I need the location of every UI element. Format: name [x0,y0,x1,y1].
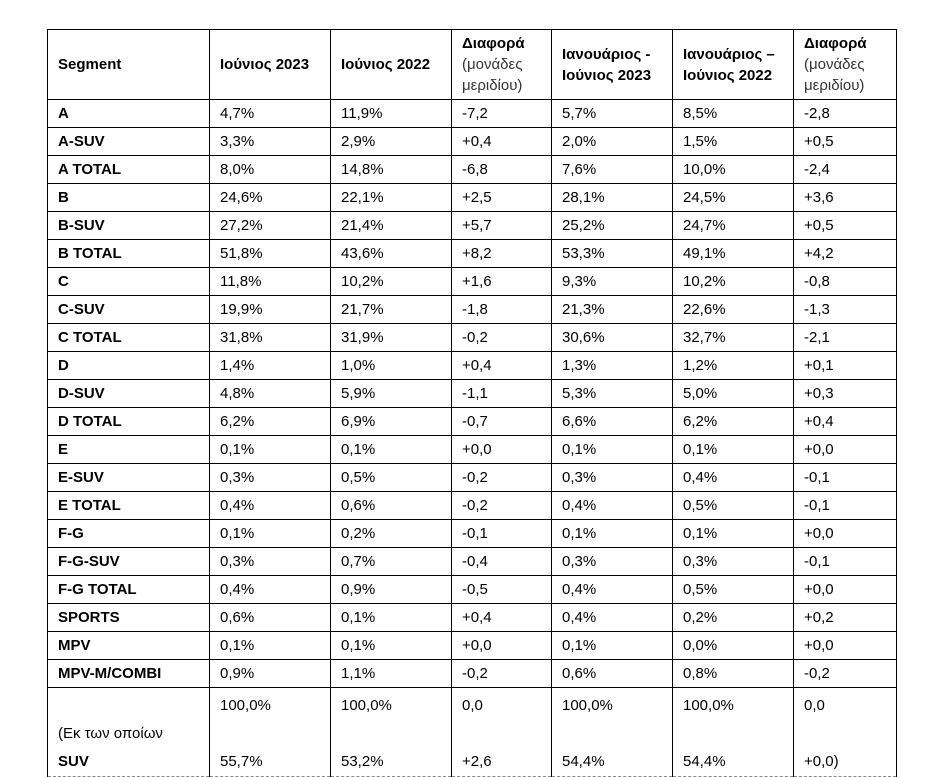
value-cell: +0,5 [794,128,897,156]
value-cell: +8,2 [452,240,552,268]
value-cell: 1,1% [331,660,452,688]
table-row [48,436,897,464]
value-cell: -0,2 [452,464,552,492]
value-cell: 1,0% [331,352,452,380]
table-row [48,576,897,604]
value-cell: 24,6% [210,184,331,212]
value-cell: 0,1% [331,604,452,632]
value-cell: 43,6% [331,240,452,268]
value-cell: -2,4 [794,156,897,184]
value-cell: 0,3% [210,548,331,576]
segment-cell: A-SUV [48,128,210,156]
segment-cell: A [48,100,210,128]
table-row [48,520,897,548]
value-cell: 21,4% [331,212,452,240]
footer-cell: 100,0% 54,4% [673,688,794,777]
segment-cell: A TOTAL [48,156,210,184]
header-difference-june: Διαφορά (μονάδες μεριδίου) [452,30,552,100]
header-difference-june-sub: (μονάδες μεριδίου) [462,56,523,94]
value-cell: 5,3% [552,380,673,408]
value-cell: 25,2% [552,212,673,240]
table-row [48,128,897,156]
value-cell: -0,1 [452,520,552,548]
value-cell: -2,8 [794,100,897,128]
value-cell: 0,4% [552,492,673,520]
value-cell: 32,7% [673,324,794,352]
value-cell: 2,9% [331,128,452,156]
value-cell: 5,0% [673,380,794,408]
value-cell: 0,8% [673,660,794,688]
value-cell: 10,2% [331,268,452,296]
footer-cell: 100,0% 54,4% [552,688,673,777]
value-cell: 11,8% [210,268,331,296]
header-segment: Segment [48,30,210,100]
value-cell: 21,7% [331,296,452,324]
value-cell: -0,2 [452,324,552,352]
value-cell: 6,2% [673,408,794,436]
value-cell: 0,4% [210,576,331,604]
value-cell: +5,7 [452,212,552,240]
value-cell: 0,5% [331,464,452,492]
value-cell: 0,3% [210,464,331,492]
value-cell: 0,5% [673,576,794,604]
segment-cell: B TOTAL [48,240,210,268]
value-cell: 1,4% [210,352,331,380]
table-row [48,184,897,212]
table-row [48,380,897,408]
value-cell: 0,5% [673,492,794,520]
segment-cell: MPV [48,632,210,660]
value-cell: 4,7% [210,100,331,128]
footer-cell: 0,0 +0,0) [794,688,897,777]
value-cell: 0,3% [673,548,794,576]
value-cell: 0,4% [552,604,673,632]
segment-cell: D [48,352,210,380]
segment-cell: E [48,436,210,464]
value-cell: +0,4 [794,408,897,436]
value-cell: 6,9% [331,408,452,436]
segment-cell: D-SUV [48,380,210,408]
value-cell: 8,0% [210,156,331,184]
value-cell: 0,1% [673,520,794,548]
value-cell: 0,4% [673,464,794,492]
value-cell: +0,0 [794,436,897,464]
value-cell: +0,0 [794,520,897,548]
value-cell: 0,1% [552,436,673,464]
value-cell: -6,8 [452,156,552,184]
value-cell: -0,1 [794,548,897,576]
table-row [48,352,897,380]
footer-cell: 0,0 +2,6 [452,688,552,777]
table-row [48,240,897,268]
value-cell: +4,2 [794,240,897,268]
value-cell: 1,3% [552,352,673,380]
value-cell: 0,1% [210,436,331,464]
value-cell: 0,0% [673,632,794,660]
segment-cell: B-SUV [48,212,210,240]
value-cell: +0,2 [794,604,897,632]
value-cell: 31,8% [210,324,331,352]
value-cell: 10,2% [673,268,794,296]
value-cell: -0,5 [452,576,552,604]
value-cell: -0,2 [452,492,552,520]
table-row [48,464,897,492]
table-row [48,408,897,436]
table-row [48,632,897,660]
value-cell: 9,3% [552,268,673,296]
value-cell: 10,0% [673,156,794,184]
value-cell: 3,3% [210,128,331,156]
table-row [48,660,897,688]
value-cell: 0,3% [552,464,673,492]
value-cell: 4,8% [210,380,331,408]
table-row [48,212,897,240]
value-cell: -2,1 [794,324,897,352]
value-cell: 2,0% [552,128,673,156]
table-row [48,296,897,324]
value-cell: 0,7% [331,548,452,576]
value-cell: +0,0 [794,576,897,604]
value-cell: 11,9% [331,100,452,128]
value-cell: +0,5 [794,212,897,240]
header-difference-ytd: Διαφορά (μονάδες μεριδίου) [794,30,897,100]
value-cell: 8,5% [673,100,794,128]
value-cell: 31,9% [331,324,452,352]
segment-share-table [47,29,897,777]
value-cell: 1,2% [673,352,794,380]
value-cell: 0,1% [210,520,331,548]
segment-cell: F-G [48,520,210,548]
value-cell: 6,2% [210,408,331,436]
segment-cell: C TOTAL [48,324,210,352]
value-cell: -0,7 [452,408,552,436]
value-cell: 0,1% [673,436,794,464]
value-cell: 0,9% [210,660,331,688]
footer-cell: 100,0% 53,2% [331,688,452,777]
value-cell: -1,8 [452,296,552,324]
value-cell: +1,6 [452,268,552,296]
value-cell: +0,4 [452,128,552,156]
value-cell: 28,1% [552,184,673,212]
value-cell: 0,2% [331,520,452,548]
value-cell: 7,6% [552,156,673,184]
segment-cell: C [48,268,210,296]
table-row [48,268,897,296]
table-row [48,100,897,128]
header-june-2022: Ιούνιος 2022 [331,30,452,100]
table-row [48,604,897,632]
value-cell: 1,5% [673,128,794,156]
table-row [48,156,897,184]
value-cell: 0,1% [552,632,673,660]
value-cell: 22,1% [331,184,452,212]
segment-cell: B [48,184,210,212]
value-cell: 0,2% [673,604,794,632]
value-cell: 53,3% [552,240,673,268]
value-cell: 30,6% [552,324,673,352]
value-cell: 5,7% [552,100,673,128]
value-cell: +0,4 [452,604,552,632]
segment-cell: D TOTAL [48,408,210,436]
value-cell: 0,3% [552,548,673,576]
value-cell: +0,0 [452,632,552,660]
value-cell: 51,8% [210,240,331,268]
value-cell: -0,2 [452,660,552,688]
value-cell: 49,1% [673,240,794,268]
table-row [48,324,897,352]
value-cell: +3,6 [794,184,897,212]
footer-suv-note: (Εκ των οποίων SUV [48,688,210,777]
segment-cell: F-G-SUV [48,548,210,576]
value-cell: +0,4 [452,352,552,380]
header-jan-jun-2022: Ιανουάριος – Ιούνιος 2022 [673,30,794,100]
value-cell: 14,8% [331,156,452,184]
value-cell: 6,6% [552,408,673,436]
value-cell: 0,1% [552,520,673,548]
value-cell: 0,9% [331,576,452,604]
table-row [48,548,897,576]
segment-cell: MPV-M/COMBI [48,660,210,688]
value-cell: 21,3% [552,296,673,324]
value-cell: +0,1 [794,352,897,380]
value-cell: -0,4 [452,548,552,576]
header-difference-ytd-sub: (μονάδες μεριδίου) [804,56,865,94]
header-june-2023: Ιούνιος 2023 [210,30,331,100]
value-cell: 19,9% [210,296,331,324]
value-cell: +0,0 [452,436,552,464]
segment-cell: E-SUV [48,464,210,492]
value-cell: 24,7% [673,212,794,240]
value-cell: -0,1 [794,492,897,520]
segment-cell: SPORTS [48,604,210,632]
header-jan-jun-2023: Ιανουάριος - Ιούνιος 2023 [552,30,673,100]
value-cell: 0,4% [552,576,673,604]
value-cell: -0,1 [794,464,897,492]
table-row [48,492,897,520]
value-cell: -0,2 [794,660,897,688]
value-cell: +0,0 [794,632,897,660]
value-cell: 0,1% [210,632,331,660]
value-cell: 0,6% [210,604,331,632]
value-cell: -1,1 [452,380,552,408]
value-cell: 0,6% [552,660,673,688]
value-cell: 0,6% [331,492,452,520]
segment-cell: C-SUV [48,296,210,324]
value-cell: 27,2% [210,212,331,240]
segment-cell: E TOTAL [48,492,210,520]
value-cell: 24,5% [673,184,794,212]
footer-total-row [48,688,897,777]
header-row [48,30,897,100]
value-cell: 5,9% [331,380,452,408]
footer-cell: 100,0% 55,7% [210,688,331,777]
value-cell: 0,4% [210,492,331,520]
value-cell: -1,3 [794,296,897,324]
value-cell: +2,5 [452,184,552,212]
value-cell: -7,2 [452,100,552,128]
value-cell: +0,3 [794,380,897,408]
value-cell: 0,1% [331,632,452,660]
value-cell: -0,8 [794,268,897,296]
segment-cell: F-G TOTAL [48,576,210,604]
value-cell: 0,1% [331,436,452,464]
value-cell: 22,6% [673,296,794,324]
